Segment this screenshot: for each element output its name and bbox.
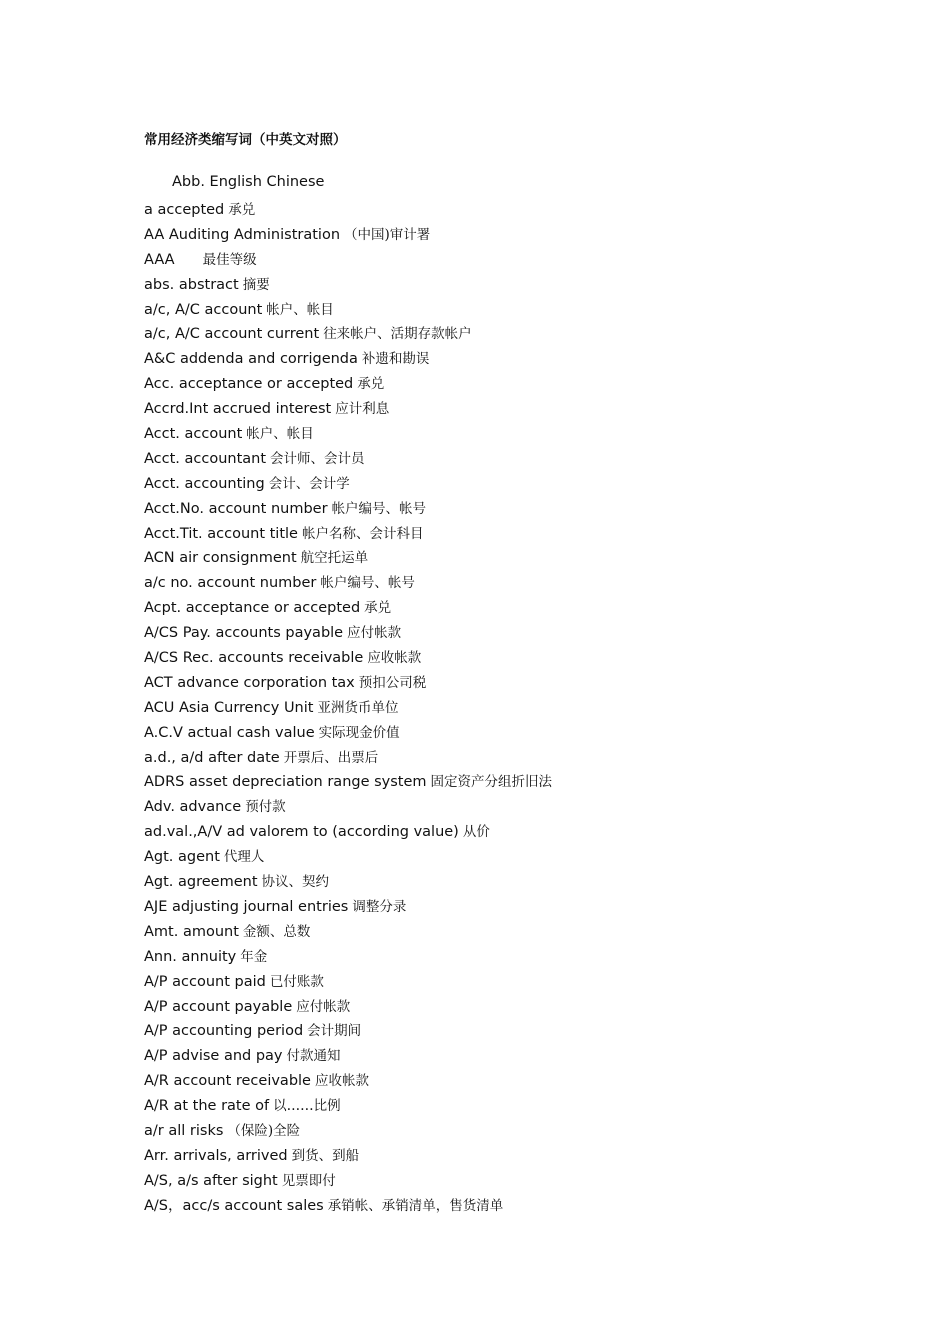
- entry-english: a accepted: [144, 202, 225, 218]
- entry-english: abs. abstract: [144, 276, 239, 293]
- abbreviation-entry: [144, 1194, 552, 1219]
- entry-english: AAA: [144, 251, 175, 268]
- entry-chinese: 预付款: [245, 799, 286, 816]
- entry-english: A/R at the rate of: [144, 1098, 270, 1115]
- abbreviation-entry: [144, 546, 552, 571]
- entry-chinese: 帐户、帐目: [266, 301, 334, 318]
- abbreviation-entry: [144, 447, 552, 472]
- entry-chinese: 承兑: [228, 202, 256, 218]
- abbreviation-entry: [144, 646, 552, 671]
- abbreviation-entry: [144, 1019, 552, 1044]
- entry-chinese: 金额、总数: [242, 923, 311, 940]
- abbreviation-entry: [144, 522, 552, 547]
- entry-english: ACU Asia Currency Unit: [144, 699, 314, 716]
- entry-chinese: 应收帐款: [367, 650, 422, 667]
- entry-english: AJE adjusting journal entries: [144, 898, 349, 915]
- entry-chinese: 从价: [462, 824, 490, 841]
- abbreviation-entry: [144, 945, 552, 970]
- entry-english: Accrd.Int accrued interest: [144, 401, 332, 418]
- entry-chinese: 帐户、帐目: [246, 426, 314, 443]
- abbreviation-entry: [144, 223, 552, 248]
- entry-chinese: 承兑: [364, 600, 392, 617]
- abbreviation-entry: [144, 895, 552, 920]
- abbreviation-entry: [144, 472, 552, 497]
- abbreviation-entry: [144, 571, 552, 596]
- entry-english: A.C.V actual cash value: [144, 724, 315, 741]
- abbreviation-entry: [144, 298, 552, 323]
- abbreviation-entry: [144, 770, 552, 795]
- abbreviation-entry: [144, 1094, 552, 1119]
- entry-english: A/S，acc/s account sales: [144, 1197, 324, 1214]
- entry-english: Acc. acceptance or accepted: [144, 376, 354, 393]
- entry-english: A/P accounting period: [144, 1023, 304, 1040]
- abbreviation-entry: [144, 746, 552, 771]
- abbreviation-entry: [144, 198, 552, 223]
- abbreviation-entry: [144, 1169, 552, 1194]
- column-header: Abb. English Chinese: [172, 174, 325, 190]
- entry-english: ACT advance corporation tax: [144, 674, 355, 691]
- abbreviation-entry: [144, 347, 552, 372]
- abbreviation-entry: [144, 671, 552, 696]
- entry-chinese: 会计期间: [307, 1023, 362, 1040]
- entry-chinese: 已付账款: [269, 973, 324, 990]
- abbreviation-entry: [144, 621, 552, 646]
- entry-chinese: 应收帐款: [314, 1073, 369, 1090]
- abbreviation-entry: [144, 422, 552, 447]
- entry-english: A/P advise and pay: [144, 1048, 283, 1065]
- abbreviation-entry: [144, 372, 552, 397]
- entry-english: Acct. account: [144, 426, 243, 443]
- abbreviation-entry: [144, 1069, 552, 1094]
- abbreviation-entry: [144, 273, 552, 298]
- abbreviation-entry: [144, 322, 552, 347]
- entry-english: A/R account receivable: [144, 1073, 311, 1090]
- abbreviation-entry: [144, 596, 552, 621]
- entry-english: A&C addenda and corrigenda: [144, 351, 358, 368]
- entry-english: Acct. accountant: [144, 450, 267, 467]
- abbreviation-entry: [144, 870, 552, 895]
- abbreviation-entry: [144, 1144, 552, 1169]
- entry-english: Amt. amount: [144, 923, 239, 940]
- entry-chinese: 往来帐户、活期存款帐户: [323, 326, 472, 343]
- entry-chinese: 亚洲货币单位: [317, 699, 399, 716]
- entry-chinese: （中国)审计署: [344, 226, 431, 243]
- abbreviation-entry: [144, 248, 552, 273]
- entry-english: Acpt. acceptance or accepted: [144, 600, 361, 617]
- entry-english: A/S, a/s after sight: [144, 1172, 278, 1189]
- entry-english: Agt. agent: [144, 849, 220, 866]
- entry-chinese: 开票后、出票后: [283, 749, 379, 766]
- abbreviation-entry: [144, 795, 552, 820]
- entry-chinese: 代理人: [223, 849, 265, 866]
- abbreviation-entry: [144, 995, 552, 1020]
- entry-chinese: 固定资产分组折旧法: [430, 774, 553, 791]
- entry-chinese: 预扣公司税: [358, 674, 427, 691]
- abbreviation-entry: [144, 1044, 552, 1069]
- entry-chinese: 到货、到船: [291, 1147, 360, 1164]
- entry-english: A/P account paid: [144, 973, 266, 990]
- entry-chinese: 补遗和勘误: [361, 351, 430, 368]
- entry-chinese: 实际现金价值: [318, 724, 400, 741]
- entry-english: ACN air consignment: [144, 550, 297, 567]
- entry-chinese: 调整分录: [352, 898, 407, 915]
- abbreviation-entry: [144, 1119, 552, 1144]
- abbreviation-entry: [144, 845, 552, 870]
- entry-english: a/c, A/C account: [144, 301, 263, 318]
- abbreviation-entry: [144, 721, 552, 746]
- abbreviation-entry: [144, 820, 552, 845]
- entry-english: AA Auditing Administration: [144, 226, 341, 243]
- entry-chinese: 帐户名称、会计科目: [301, 525, 424, 542]
- abbreviation-entry: [144, 397, 552, 422]
- entry-chinese: 会计师、会计员: [270, 450, 365, 467]
- entry-english: Adv. advance: [144, 799, 242, 816]
- entry-chinese: 会计、会计学: [268, 475, 350, 492]
- entry-chinese: 承销帐、承销清单，售货清单: [327, 1197, 504, 1214]
- entry-english: Ann. annuity: [144, 948, 237, 965]
- entry-chinese: 应计利息: [335, 401, 390, 418]
- entry-chinese: （保险)全险: [227, 1122, 301, 1139]
- entry-chinese: 以……比例: [273, 1098, 341, 1115]
- entry-english: Acct. accounting: [144, 475, 265, 492]
- entry-chinese: 帐户编号、帐号: [320, 575, 415, 592]
- entry-chinese: 应付帐款: [296, 998, 351, 1015]
- entry-english: a/c no. account number: [144, 575, 317, 592]
- entry-chinese: 付款通知: [286, 1048, 341, 1065]
- document-title: 常用经济类缩写词（中英文对照）: [144, 132, 347, 148]
- entry-english: Agt. agreement: [144, 874, 258, 891]
- abbreviation-entry: [144, 696, 552, 721]
- entry-english: Acct.Tit. account title: [144, 525, 298, 542]
- entry-english: A/CS Pay. accounts payable: [144, 625, 344, 642]
- entry-english: A/P account payable: [144, 998, 293, 1015]
- entry-english: A/CS Rec. accounts receivable: [144, 650, 364, 667]
- entry-chinese: 航空托运单: [300, 550, 369, 567]
- entry-english: Arr. arrivals, arrived: [144, 1147, 288, 1164]
- entry-english: a/r all risks: [144, 1122, 224, 1139]
- entry-chinese: 应付帐款: [347, 625, 402, 642]
- abbreviation-list: [144, 198, 552, 1219]
- entry-english: ad.val.,A/V ad valorem to (according value): [144, 824, 459, 841]
- abbreviation-entry: [144, 497, 552, 522]
- entry-chinese: 协议、契约: [261, 874, 330, 891]
- entry-english: a/c, A/C account current: [144, 326, 320, 343]
- abbreviation-entry: [144, 920, 552, 945]
- abbreviation-entry: [144, 970, 552, 995]
- entry-chinese: 承兑: [357, 376, 385, 393]
- entry-chinese: 最佳等级: [202, 251, 257, 268]
- entry-english: ADRS asset depreciation range system: [144, 774, 427, 791]
- entry-english: Acct.No. account number: [144, 500, 328, 517]
- entry-english: a.d., a/d after date: [144, 749, 280, 766]
- entry-chinese: 摘要: [242, 276, 270, 293]
- entry-chinese: 帐户编号、帐号: [331, 500, 427, 517]
- entry-chinese: 年金: [240, 948, 268, 965]
- entry-chinese: 见票即付: [281, 1172, 336, 1189]
